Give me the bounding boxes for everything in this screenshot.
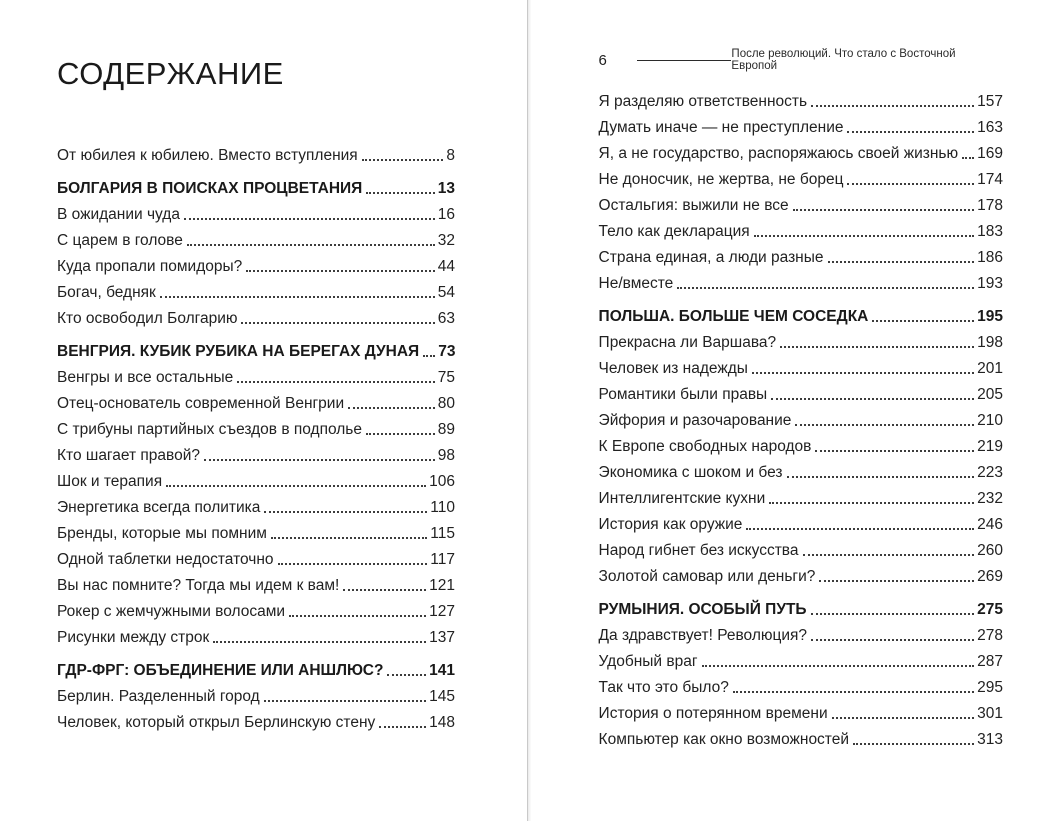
toc-entry-label: Экономика с шоком и без: [598, 464, 783, 481]
toc-entry: [599, 439, 1003, 455]
toc-leader-dots: [160, 296, 435, 298]
toc-leader-dots: [213, 641, 426, 643]
toc-entry: [599, 94, 1003, 110]
toc-entry-label: Страна единая, а люди разные: [598, 249, 824, 266]
toc-entry-page: 75: [437, 369, 455, 386]
toc-entry-page: 219: [977, 438, 1003, 455]
toc-entry: [57, 396, 455, 412]
toc-title: СОДЕРЖАНИЕ: [57, 56, 284, 91]
toc-leader-dots: [811, 639, 974, 641]
toc-entry-page: 313: [977, 731, 1003, 748]
toc-leader-dots: [803, 554, 975, 556]
toc-leader-dots: [811, 613, 975, 615]
toc-entry-label: К Европе свободных народов: [598, 438, 812, 455]
toc-entry-label: Не/вместе: [598, 275, 674, 292]
toc-leader-dots: [962, 157, 974, 159]
toc-entry: [599, 361, 1003, 377]
toc-entry: [599, 224, 1003, 240]
toc-entry-label: Я, а не государство, распоряжаюсь своей жизнью: [598, 145, 959, 162]
toc-entry-label: Берлин. Разделенный город: [57, 688, 260, 705]
toc-entry: [599, 172, 1003, 188]
left-toc-list: [57, 148, 455, 731]
toc-entry: [57, 578, 455, 594]
toc-entry-page: 193: [977, 275, 1003, 292]
toc-entry-page: 269: [977, 568, 1003, 585]
toc-entry-label: Рокер с жемчужными волосами: [57, 603, 286, 620]
toc-entry-label: Так что это было?: [598, 679, 729, 696]
toc-entry-label: ПОЛЬША. БОЛЬШЕ ЧЕМ СОСЕДКА: [598, 308, 869, 325]
toc-entry-page: 178: [977, 197, 1003, 214]
toc-leader-dots: [793, 209, 974, 211]
toc-entry-page: 106: [429, 473, 455, 490]
toc-entry-page: 198: [977, 334, 1003, 351]
toc-entry-label: От юбилея к юбилею. Вместо вступления: [57, 147, 358, 164]
toc-entry-label: Удобный враг: [598, 653, 698, 670]
toc-leader-dots: [754, 235, 974, 237]
toc-entry: [599, 654, 1003, 670]
toc-entry-page: 137: [429, 629, 455, 646]
toc-entry: [57, 715, 455, 731]
toc-entry: [599, 491, 1003, 507]
right-toc-list: [599, 94, 1003, 748]
toc-leader-dots: [237, 381, 434, 383]
toc-entry-label: Одной таблетки недостаточно: [57, 551, 274, 568]
toc-entry-page: 183: [977, 223, 1003, 240]
toc-leader-dots: [677, 287, 974, 289]
toc-entry-page: 278: [977, 627, 1003, 644]
running-header: [598, 48, 1003, 72]
toc-entry: [57, 148, 455, 164]
toc-entry: [599, 517, 1003, 533]
toc-entry-page: 32: [437, 232, 455, 249]
toc-leader-dots: [264, 511, 427, 513]
right-page: [531, 0, 1058, 821]
toc-leader-dots: [702, 665, 975, 667]
toc-entry-page: 145: [429, 688, 455, 705]
toc-leader-dots: [278, 563, 428, 565]
toc-entry-page: 110: [430, 499, 455, 516]
toc-entry-label: Бренды, которые мы помним: [57, 525, 267, 542]
toc-leader-dots: [819, 580, 974, 582]
toc-entry: [599, 543, 1003, 559]
toc-entry: [599, 706, 1003, 722]
toc-entry: [57, 370, 455, 386]
toc-entry-page: 210: [977, 412, 1003, 429]
toc-entry-page: 295: [977, 679, 1003, 696]
toc-entry-label: Я разделяю ответственность: [598, 93, 808, 110]
toc-entry-label: С трибуны партийных съездов в подполье: [57, 421, 362, 438]
toc-leader-dots: [366, 192, 434, 194]
toc-section-header: [599, 602, 1003, 618]
toc-entry-page: 260: [977, 542, 1003, 559]
toc-entry: [599, 732, 1003, 748]
toc-entry: [599, 276, 1003, 292]
toc-entry: [599, 680, 1003, 696]
toc-entry-page: 13: [437, 180, 455, 197]
toc-leader-dots: [289, 615, 426, 617]
toc-leader-dots: [733, 691, 974, 693]
toc-entry-page: 163: [977, 119, 1003, 136]
toc-leader-dots: [204, 459, 435, 461]
toc-entry-page: 127: [429, 603, 455, 620]
toc-entry: [57, 259, 455, 275]
toc-entry: [57, 552, 455, 568]
toc-entry-label: Шок и терапия: [57, 473, 163, 490]
toc-entry-label: ВЕНГРИЯ. КУБИК РУБИКА НА БЕРЕГАХ ДУНАЯ: [57, 343, 420, 360]
toc-entry-page: 205: [977, 386, 1003, 403]
toc-entry-page: 246: [977, 516, 1003, 533]
toc-entry-label: Тело как декларация: [598, 223, 750, 240]
toc-entry-label: Интеллигентские кухни: [598, 490, 766, 507]
toc-leader-dots: [241, 322, 434, 324]
toc-entry-page: 141: [429, 662, 455, 679]
toc-entry-label: Куда пропали помидоры?: [57, 258, 243, 275]
toc-leader-dots: [832, 717, 975, 719]
toc-entry: [599, 465, 1003, 481]
toc-entry-label: Остальгия: выжили не все: [598, 197, 789, 214]
toc-leader-dots: [746, 528, 974, 530]
toc-entry: [57, 526, 455, 542]
toc-leader-dots: [264, 700, 426, 702]
toc-leader-dots: [166, 485, 426, 487]
toc-entry: [599, 569, 1003, 585]
toc-entry: [57, 285, 455, 301]
toc-leader-dots: [847, 183, 974, 185]
toc-section-header: [57, 663, 455, 679]
toc-entry-label: Вы нас помните? Тогда мы идем к вам!: [57, 577, 340, 594]
toc-leader-dots: [787, 476, 975, 478]
toc-entry: [57, 233, 455, 249]
page-number: 6: [598, 51, 607, 69]
toc-section-header: [57, 344, 455, 360]
toc-entry-page: 89: [437, 421, 455, 438]
toc-entry-page: 73: [438, 343, 456, 360]
toc-entry-label: ГДР-ФРГ: ОБЪЕДИНЕНИЕ ИЛИ АНШЛЮС?: [57, 662, 384, 679]
toc-leader-dots: [362, 159, 444, 161]
toc-entry-label: Кто освободил Болгарию: [57, 310, 238, 327]
toc-leader-dots: [343, 589, 426, 591]
toc-entry: [57, 604, 455, 620]
header-rule: [637, 60, 732, 61]
toc-entry-page: 148: [429, 714, 455, 731]
toc-entry-label: Рисунки между строк: [57, 629, 210, 646]
toc-entry-label: История как оружие: [598, 516, 743, 533]
toc-entry-page: 157: [977, 93, 1003, 110]
toc-leader-dots: [815, 450, 974, 452]
toc-entry-page: 80: [437, 395, 455, 412]
toc-entry-page: 44: [437, 258, 455, 275]
toc-leader-dots: [811, 105, 974, 107]
toc-entry-label: Отец-основатель современной Венгрии: [57, 395, 345, 412]
toc-entry-page: 16: [437, 206, 455, 223]
toc-entry-label: Прекрасна ли Варшава?: [598, 334, 777, 351]
toc-entry: [57, 689, 455, 705]
toc-entry: [599, 146, 1003, 162]
toc-entry-label: РУМЫНИЯ. ОСОБЫЙ ПУТЬ: [598, 601, 807, 618]
toc-entry: [57, 422, 455, 438]
toc-entry-page: 63: [437, 310, 455, 327]
toc-entry-page: 201: [977, 360, 1003, 377]
toc-entry-page: 287: [977, 653, 1003, 670]
toc-leader-dots: [853, 743, 974, 745]
toc-entry-page: 275: [977, 601, 1003, 618]
toc-entry-page: 54: [437, 284, 455, 301]
toc-entry-label: Романтики были правы: [598, 386, 768, 403]
toc-leader-dots: [184, 218, 435, 220]
toc-leader-dots: [387, 674, 426, 676]
toc-entry-page: 223: [977, 464, 1003, 481]
toc-entry: [599, 250, 1003, 266]
toc-entry-page: 117: [430, 551, 455, 568]
toc-leader-dots: [366, 433, 435, 435]
toc-entry-label: Думать иначе — не преступление: [598, 119, 844, 136]
toc-entry-label: Богач, бедняк: [57, 284, 156, 301]
toc-leader-dots: [795, 424, 974, 426]
toc-leader-dots: [828, 261, 975, 263]
toc-entry: [599, 413, 1003, 429]
toc-leader-dots: [423, 355, 435, 357]
toc-entry-label: Эйфория и разочарование: [598, 412, 792, 429]
toc-entry: [599, 198, 1003, 214]
toc-entry-page: 186: [977, 249, 1003, 266]
toc-entry: [57, 448, 455, 464]
toc-entry: [57, 500, 455, 516]
toc-entry: [599, 335, 1003, 351]
toc-leader-dots: [769, 502, 974, 504]
toc-entry-label: С царем в голове: [57, 232, 183, 249]
toc-leader-dots: [246, 270, 434, 272]
toc-entry: [599, 387, 1003, 403]
toc-entry-label: В ожидании чуда: [57, 206, 180, 223]
toc-entry-label: Компьютер как окно возможностей: [598, 731, 850, 748]
toc-section-header: [57, 181, 455, 197]
toc-leader-dots: [752, 372, 974, 374]
toc-entry-label: Народ гибнет без искусства: [598, 542, 799, 559]
toc-entry-page: 232: [977, 490, 1003, 507]
toc-leader-dots: [271, 537, 427, 539]
toc-entry: [599, 120, 1003, 136]
toc-entry: [57, 207, 455, 223]
toc-section-header: [599, 309, 1003, 325]
toc-entry-label: История о потерянном времени: [598, 705, 828, 722]
toc-entry: [599, 628, 1003, 644]
toc-entry: [57, 474, 455, 490]
toc-entry-label: Человек из надежды: [598, 360, 748, 377]
toc-entry-page: 115: [430, 525, 455, 542]
toc-leader-dots: [847, 131, 974, 133]
toc-entry-label: БОЛГАРИЯ В ПОИСКАХ ПРОЦВЕТАНИЯ: [57, 180, 363, 197]
toc-entry-page: 301: [977, 705, 1003, 722]
toc-entry-label: Не доносчик, не жертва, не борец: [598, 171, 844, 188]
running-title: После революций. Что стало с Восточной Европой: [731, 48, 956, 72]
toc-leader-dots: [379, 726, 426, 728]
toc-leader-dots: [187, 244, 435, 246]
toc-entry-page: 98: [437, 447, 455, 464]
toc-entry-label: Человек, который открыл Берлинскую стену: [57, 714, 376, 731]
toc-entry-label: Энергетика всегда политика: [57, 499, 261, 516]
toc-entry-page: 169: [977, 145, 1003, 162]
toc-entry-label: Да здравствует! Революция?: [598, 627, 808, 644]
toc-entry-label: Золотой самовар или деньги?: [598, 568, 816, 585]
toc-entry: [57, 630, 455, 646]
toc-entry: [57, 311, 455, 327]
toc-entry-page: 174: [977, 171, 1003, 188]
toc-leader-dots: [348, 407, 435, 409]
toc-leader-dots: [872, 320, 974, 322]
toc-entry-label: Венгры и все остальные: [57, 369, 234, 386]
toc-entry-page: 195: [977, 308, 1003, 325]
left-page: [0, 0, 527, 821]
toc-leader-dots: [780, 346, 974, 348]
toc-entry-label: Кто шагает правой?: [57, 447, 200, 464]
toc-entry-page: 121: [429, 577, 455, 594]
toc-entry-page: 8: [446, 147, 455, 164]
toc-leader-dots: [771, 398, 974, 400]
